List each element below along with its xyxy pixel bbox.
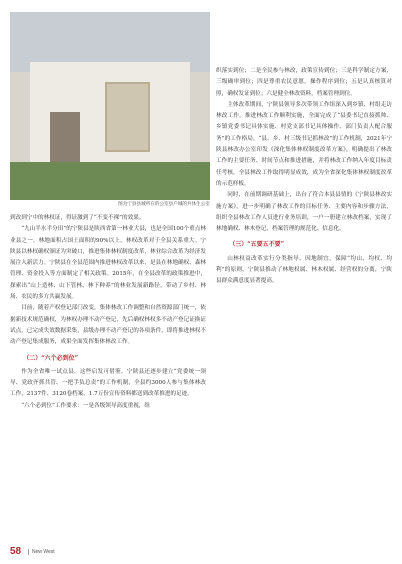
paragraph: 作为全省唯一试点县，这些启发可借鉴。宁陕县还逐步建立“党委统一领导、党政齐抓共管、一把手负总责”的工作机制，全县约3000人参与集体林改工作，2137件、3120卷档案，1.7万份宣传资料都送到改革推进的足迹。 [10,368,206,398]
right-column [216,66,392,288]
paragraph: 织落实到位；二是全民参与林改，政策宣传到位；三是科学制定方案，三级确审到位；四是尊重农民意愿，操作程序到位；五是认真核算对照，确权发证到位；六是健全林改资料，档案管理到位。 [216,68,392,97]
paragraph: “六个必到位”工作要求：一是各级领导高度重视，组 [21,402,150,409]
paragraph: 山林权益改革实行分类指导、因地制宜，保障“均山、均权、均利”的原则，宁陕县推动了林地权属、林木权属、经营权的分离，宁陕县群众满意度显著提高。 [216,255,392,285]
paragraph: 主体改革期间，宁陕县领导多次带领工作组深入到乡镇、村组走访林改工作，推进林改工作顺利实施，全面完成了“县委书记直接抓帅、乡镇党委书记具体实施、村党支部书记具体操作、部门负责人配合服务”的工作格局。“县、乡、村三级书记抓林改”的工作机制，2021年宁陕县林改办公室印发《深化集体林权制度改革方案》，明确提出了林改工作的主要任务、时间节点和推进措施，并将林改工作纳入年度目标责任考核，全县林改工作取得明显成效，成为全省深化集体林权制度改革的示范样板。 [216,101,392,187]
photo-caption: 图为宁县县城所在的公室县户城的共体生公室 [118,202,210,207]
section-heading: （三）“五要五不要” [229,241,285,249]
paragraph: 到改到宁中的林权证，得证激到了“不变不裸”的效果。 [10,215,145,221]
paragraph: 同时，在前期调研基础上，出台了符合本县县情的《宁陕县林改实施方案》，进一步明确了林改工作的目标任务、主要内容和步骤方法，组织全县林改工作人员进行业务培训，一户一册建立林改档案，实现了林地确权、林木登记、档案管理的规范化、信息化。 [216,192,392,233]
photo-sign-panel [105,82,150,152]
page-number: 58 [10,546,22,557]
paragraph: 目前，随着产权登记部门改变，集体林改工作调整和自然资源部门统一，依据新技术规范确权，为林权办理不动产登记，先后确权林权多不动产登记证换证试点，已完成失效数据采集，县级办理不动产登记的各项条件，即将推进林权不动产登记集成服务，成果全面发挥集体林改工作。 [10,305,206,346]
article-photo [10,12,210,200]
left-column [10,213,206,412]
photo-plants [10,162,210,200]
section-heading: （二）“六个必到位” [23,354,79,362]
page-footer [0,540,402,564]
paragraph: “九山半水半分田”的宁陕县是陕西省第一林业大县，也是全国100个重点林业县之一。林地面积占国土面积的90%以上，林权改革对于全县关系重大。宁陕县以林权确权颁证为突破口，推进集体林权制度改革，林业综合改革为经济发展注入新活力。宁陕县在全县范围内推进林权改革以来，是县在林地确权、森林管理、资金投入等方面制定了相关政策。2015年，在全县改革的政策推进中，探索出“山上造林、山下管林、林下种养”的林业发展新路径，带动了乡村、林场、农民的多方共赢发展。 [10,226,206,301]
footer-label: New West [28,549,55,555]
photo-door [50,112,80,162]
